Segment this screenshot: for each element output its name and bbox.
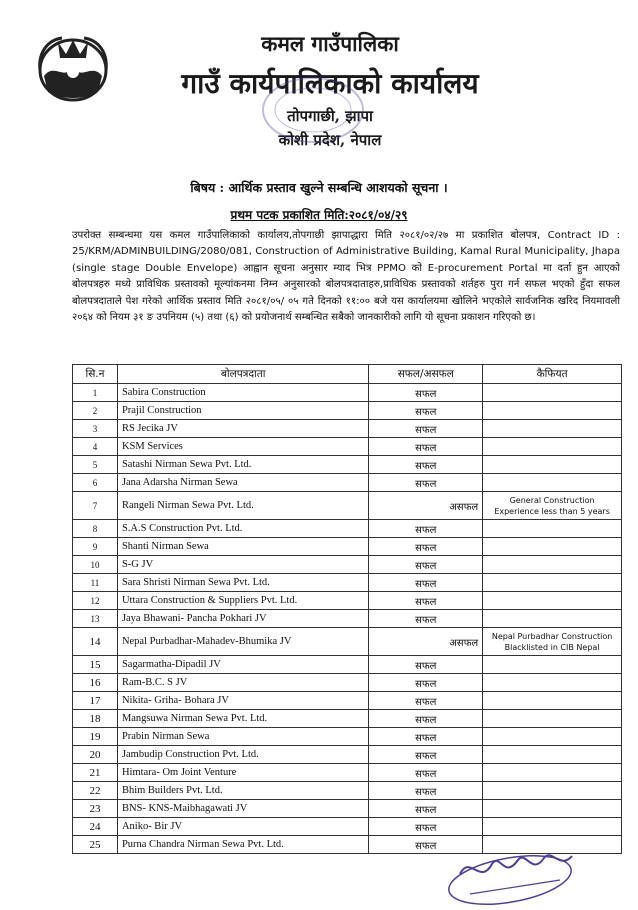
row-remarks [483, 574, 622, 592]
row-remarks [483, 728, 622, 746]
row-remarks [483, 420, 622, 438]
row-bidder: KSM Services [117, 438, 368, 456]
row-bidder: Jana Adarsha Nirman Sewa [117, 474, 368, 492]
table-row [73, 710, 622, 728]
row-remarks [483, 520, 622, 538]
row-result: सफल [369, 746, 483, 764]
row-result: सफल [369, 592, 483, 610]
row-result: सफल [369, 610, 483, 628]
row-result: सफल [369, 656, 483, 674]
row-result: सफल [369, 556, 483, 574]
row-result: सफल [369, 692, 483, 710]
row-sn: 4 [73, 438, 118, 456]
row-remarks [483, 764, 622, 782]
row-remarks [483, 674, 622, 692]
row-sn: 19 [73, 728, 118, 746]
row-sn: 21 [73, 764, 118, 782]
row-result: सफल [369, 520, 483, 538]
row-sn: 15 [73, 656, 118, 674]
row-sn: 7 [73, 492, 118, 520]
row-bidder: BNS- KNS-Maibhagawati JV [117, 800, 368, 818]
row-result: सफल [369, 574, 483, 592]
table-row [73, 800, 622, 818]
row-bidder: Sara Shristi Nirman Sewa Pvt. Ltd. [117, 574, 368, 592]
row-remarks [483, 746, 622, 764]
row-sn: 11 [73, 574, 118, 592]
row-bidder: Sagarmatha-Dipadil JV [117, 656, 368, 674]
row-bidder: Sabira Construction [117, 384, 368, 402]
bidder-result-table [72, 364, 622, 854]
row-sn: 23 [73, 800, 118, 818]
table-row [73, 818, 622, 836]
row-remarks: Nepal Purbadhar Construction Blacklisted in CIB Nepal [483, 628, 622, 656]
row-remarks: General Construction Experience less than 5 years [483, 492, 622, 520]
row-remarks [483, 800, 622, 818]
table-row [73, 438, 622, 456]
row-sn: 8 [73, 520, 118, 538]
row-result: सफल [369, 402, 483, 420]
row-result: सफल [369, 474, 483, 492]
row-bidder: Purna Chandra Nirman Sewa Pvt. Ltd. [117, 836, 368, 854]
row-sn: 14 [73, 628, 118, 656]
row-result: सफल [369, 420, 483, 438]
row-bidder: S.A.S Construction Pvt. Ltd. [117, 520, 368, 538]
table-header-row [73, 365, 622, 384]
row-remarks [483, 438, 622, 456]
col-header-sn: सि.न [73, 365, 118, 384]
row-sn: 3 [73, 420, 118, 438]
office-location: तोपगाछी, झापा [287, 107, 373, 125]
row-bidder: Nikita- Griha- Bohara JV [117, 692, 368, 710]
row-result: सफल [369, 728, 483, 746]
row-bidder: Uttara Construction & Suppliers Pvt. Ltd. [117, 592, 368, 610]
row-bidder: Jambudip Construction Pvt. Ltd. [117, 746, 368, 764]
row-bidder: Himtara- Om Joint Venture [117, 764, 368, 782]
row-sn: 17 [73, 692, 118, 710]
row-bidder: S-G JV [117, 556, 368, 574]
table-row [73, 574, 622, 592]
row-bidder: RS Jecika JV [117, 420, 368, 438]
table-row [73, 402, 622, 420]
row-result: सफल [369, 438, 483, 456]
row-sn: 18 [73, 710, 118, 728]
table-row [73, 420, 622, 438]
row-result: सफल [369, 782, 483, 800]
table-row [73, 520, 622, 538]
row-result: सफल [369, 764, 483, 782]
row-bidder: Rangeli Nirman Sewa Pvt. Ltd. [117, 492, 368, 520]
row-sn: 24 [73, 818, 118, 836]
notice-paragraph: उपरोक्त सम्बन्धमा यस कमल गाउँपालिकाको कार्यालय,तोपगाछी झापाद्धारा मिति २०८१/०२/२७ मा प्रकाशित बोलपत्र, Contract ID : 25/KRM/ADMINBUILDING/2080/081, Construction of Administrative Building, Kamal Rural Municipality, Jhapa (single stage Double Envelope) आह्वान सूचना अनुसार म्याद भित्र PPMO को E-procurement Portal मा दर्ता हुन आएको बोलपत्रहरु मध्ये प्राविधिक प्रस्तावको मूल्यांकनमा निम्न अनुसारको बोलपत्रदाताहरु,प्राविधिक प्रस्तावको शर्तहरु पुरा गर्न सफल भएको हुँदा सफल बोलपत्रदाताले पेश गरेको आर्थिक प्रस्ताव मिति २०८१/०५/ ०५ गते दिनको ११:०० बजे यस कार्यालयमा खोलिने भएकोले सार्वजनिक खरिद नियमावली २०६४ को नियम ३१ ङ उपनियम (५) तथा (६) को प्रयोजनार्थ सम्बन्धित सबैको जानकारीको लागि यो सूचना प्रकाशन गरिएको छ। [72, 230, 620, 324]
province-name: कोशी प्रदेश, नेपाल [278, 131, 382, 149]
municipality-name: कमल गाउँपालिका [261, 31, 399, 56]
row-remarks [483, 782, 622, 800]
row-sn: 16 [73, 674, 118, 692]
row-remarks [483, 610, 622, 628]
row-remarks [483, 656, 622, 674]
col-header-result: सफल/असफल [369, 365, 483, 384]
row-result: सफल [369, 674, 483, 692]
row-bidder: Aniko- Bir JV [117, 818, 368, 836]
row-sn: 2 [73, 402, 118, 420]
row-sn: 10 [73, 556, 118, 574]
table-row [73, 692, 622, 710]
row-sn: 12 [73, 592, 118, 610]
row-bidder: Nepal Purbadhar-Mahadev-Bhumika JV [117, 628, 368, 656]
signature-stamp-icon [440, 846, 590, 906]
table-row [73, 746, 622, 764]
row-sn: 13 [73, 610, 118, 628]
row-sn: 1 [73, 384, 118, 402]
office-stamp-icon [258, 74, 368, 146]
table-row [73, 674, 622, 692]
row-result: सफल [369, 384, 483, 402]
row-result: सफल [369, 800, 483, 818]
row-bidder: Prabin Nirman Sewa [117, 728, 368, 746]
row-bidder: Shanti Nirman Sewa [117, 538, 368, 556]
table-row [73, 656, 622, 674]
col-header-remarks: कैफियत [483, 365, 622, 384]
row-remarks [483, 474, 622, 492]
row-sn: 6 [73, 474, 118, 492]
row-result: सफल [369, 818, 483, 836]
notice-subject: बिषय : आर्थिक प्रस्ताव खुल्ने सम्बन्धि आशयको सूचना । [190, 180, 448, 195]
row-bidder: Mangsuwa Nirman Sewa Pvt. Ltd. [117, 710, 368, 728]
table-row [73, 592, 622, 610]
row-remarks [483, 538, 622, 556]
row-result: सफल [369, 456, 483, 474]
row-remarks [483, 710, 622, 728]
row-remarks [483, 818, 622, 836]
row-remarks [483, 692, 622, 710]
row-bidder: Ram-B.C. S JV [117, 674, 368, 692]
row-bidder: Bhim Builders Pvt. Ltd. [117, 782, 368, 800]
row-sn: 9 [73, 538, 118, 556]
row-sn: 5 [73, 456, 118, 474]
table-row [73, 538, 622, 556]
row-remarks [483, 384, 622, 402]
table-row [73, 782, 622, 800]
row-result: असफल [369, 628, 483, 656]
table-row [73, 764, 622, 782]
table-row [73, 384, 622, 402]
office-title: गाउँ कार्यपालिकाको कार्यालय [181, 67, 479, 100]
row-remarks [483, 456, 622, 474]
row-remarks [483, 592, 622, 610]
table-row [73, 556, 622, 574]
row-result: सफल [369, 538, 483, 556]
row-result: असफल [369, 492, 483, 520]
row-sn: 25 [73, 836, 118, 854]
table-row [73, 492, 622, 520]
row-bidder: Jaya Bhawani- Pancha Pokhari JV [117, 610, 368, 628]
row-result: सफल [369, 710, 483, 728]
table-row [73, 474, 622, 492]
row-remarks [483, 556, 622, 574]
published-date: प्रथम पटक प्रकाशित मिति:२०८१/०४/२९ [230, 208, 408, 222]
nepal-emblem-icon [36, 32, 110, 104]
table-row [73, 728, 622, 746]
row-remarks [483, 402, 622, 420]
row-bidder: Satashi Nirman Sewa Pvt. Ltd. [117, 456, 368, 474]
table-row [73, 456, 622, 474]
row-result: सफल [369, 836, 483, 854]
table-row [73, 610, 622, 628]
row-sn: 20 [73, 746, 118, 764]
table-row [73, 628, 622, 656]
row-bidder: Prajil Construction [117, 402, 368, 420]
col-header-bidder: बोलपत्रदाता [117, 365, 368, 384]
row-sn: 22 [73, 782, 118, 800]
